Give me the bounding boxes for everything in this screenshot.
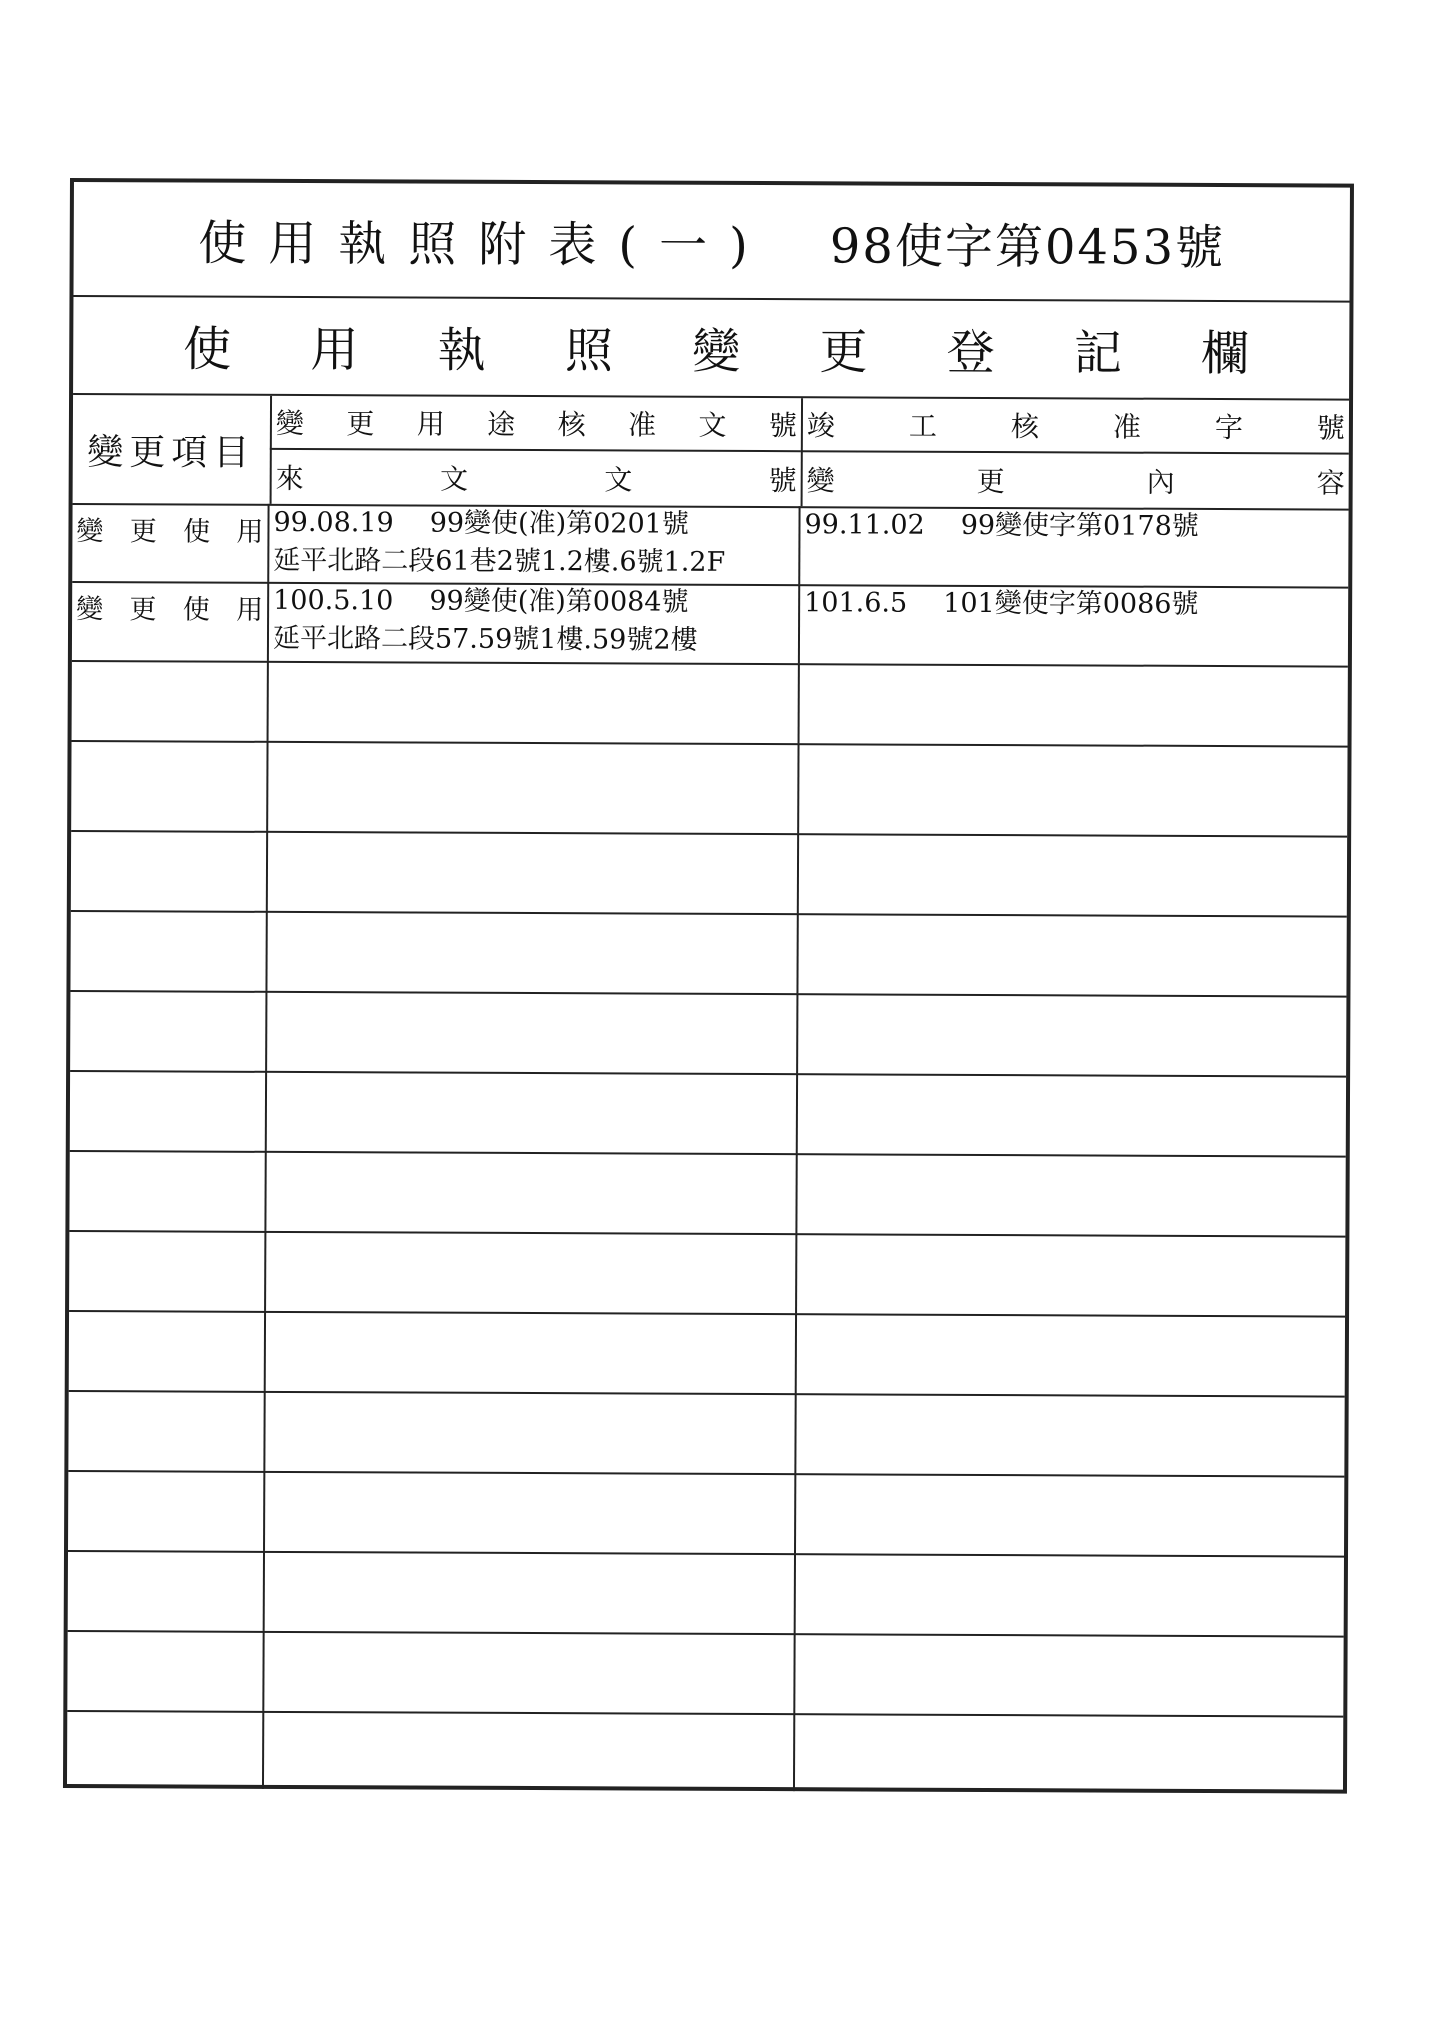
- empty-cell: [265, 1391, 796, 1473]
- change-item-cell: [72, 581, 269, 661]
- empty-row: [72, 660, 1348, 748]
- header-char: 來: [275, 461, 304, 496]
- header-char: 核: [557, 408, 586, 442]
- empty-cell: [268, 831, 799, 913]
- empty-cell: [72, 660, 269, 741]
- item-char: 使: [183, 516, 211, 548]
- header-incoming-doc-no: [270, 450, 801, 506]
- empty-row: [71, 830, 1347, 918]
- address-line: 延平北路二段57.59號1樓.59號2樓: [272, 622, 698, 656]
- empty-cell: [67, 1710, 264, 1789]
- license-number: 98使字第0453號: [829, 218, 1226, 277]
- empty-row: [69, 1150, 1345, 1238]
- empty-cell: [71, 740, 268, 831]
- header-completion-column: [801, 398, 1349, 508]
- section-heading-char: 變: [692, 323, 741, 380]
- empty-cell: [70, 910, 267, 991]
- header-char: 更: [976, 464, 1005, 499]
- change-item-label: [72, 581, 267, 627]
- empty-cell: [68, 1470, 265, 1551]
- table-row: [72, 581, 1348, 668]
- empty-cell: [267, 991, 798, 1073]
- empty-cell: [266, 1231, 797, 1313]
- empty-cell: [71, 830, 268, 911]
- section-heading-char: 照: [564, 322, 614, 379]
- header-char: 工: [908, 409, 937, 443]
- approval-doc-no: 99變使(准)第0084號: [429, 585, 689, 618]
- item-char: 使: [182, 594, 210, 626]
- table-body: [67, 503, 1349, 1790]
- header-char: 竣: [806, 409, 836, 443]
- empty-cell: [797, 1233, 1345, 1315]
- empty-cell: [267, 911, 798, 993]
- empty-row: [69, 1230, 1345, 1318]
- header-char: 更: [346, 407, 375, 441]
- section-heading-char: 用: [310, 321, 359, 378]
- empty-row: [70, 990, 1346, 1078]
- empty-cell: [69, 1230, 266, 1311]
- section-heading-char: 欄: [1200, 325, 1250, 382]
- empty-cell: [266, 1151, 797, 1233]
- empty-cell: [68, 1550, 265, 1631]
- table-row: [72, 503, 1348, 589]
- section-heading-char: 使: [183, 320, 232, 378]
- item-char: 變: [76, 594, 104, 626]
- empty-cell: [266, 1311, 797, 1393]
- address-line: 延平北路二段61巷2號1.2樓.6號1.2F: [273, 544, 726, 578]
- empty-row: [69, 1310, 1345, 1398]
- empty-cell: [797, 1313, 1345, 1395]
- header-char: 核: [1010, 410, 1039, 444]
- header-char: 用: [416, 407, 445, 441]
- header-char: 文: [439, 462, 469, 496]
- approval-date: 99.08.19: [273, 506, 394, 539]
- empty-cell: [797, 1153, 1345, 1235]
- header-char: 號: [1316, 411, 1345, 445]
- header-change-item: 變更項目: [73, 395, 272, 504]
- empty-cell: [269, 661, 800, 743]
- completion-cell: [800, 584, 1348, 665]
- section-heading-char: 記: [1073, 324, 1123, 382]
- completion-date: 101.6.5: [804, 587, 908, 619]
- header-char: 准: [627, 408, 657, 442]
- empty-cell: [798, 913, 1346, 995]
- empty-cell: [264, 1631, 795, 1713]
- completion-line: [800, 506, 1348, 546]
- section-heading-char: 更: [819, 323, 868, 380]
- empty-cell: [70, 990, 267, 1071]
- change-item-label: [72, 503, 267, 549]
- license-annex-form: [63, 178, 1354, 1794]
- approval-doc-no: 99變使(准)第0201號: [429, 507, 689, 540]
- empty-cell: [795, 1633, 1343, 1715]
- item-char: 變: [76, 516, 104, 548]
- empty-row: [70, 910, 1346, 998]
- empty-cell: [268, 741, 799, 833]
- header-char: 途: [487, 407, 516, 441]
- completion-date: 99.11.02: [804, 509, 925, 541]
- empty-row: [71, 740, 1347, 838]
- empty-cell: [69, 1310, 266, 1391]
- header-char: 文: [698, 408, 727, 442]
- empty-cell: [798, 1073, 1346, 1155]
- empty-cell: [796, 1393, 1344, 1475]
- empty-cell: [796, 1553, 1344, 1635]
- item-char: 更: [129, 516, 157, 548]
- completion-line: [800, 584, 1348, 624]
- empty-row: [70, 1070, 1346, 1158]
- empty-cell: [264, 1711, 795, 1791]
- empty-cell: [67, 1630, 264, 1711]
- header-char: 內: [1146, 465, 1175, 499]
- empty-row: [67, 1630, 1343, 1718]
- empty-cell: [70, 1070, 267, 1151]
- header-char: 准: [1112, 410, 1141, 444]
- empty-cell: [69, 1150, 266, 1231]
- section-heading: [73, 295, 1349, 401]
- empty-cell: [265, 1471, 796, 1553]
- empty-cell: [795, 1713, 1343, 1793]
- approval-cell: [269, 582, 800, 663]
- approval-cell: [269, 504, 800, 584]
- section-heading-char: 執: [437, 322, 486, 379]
- item-char: 用: [236, 516, 264, 548]
- form-title: 使用執照附表(一): [198, 215, 770, 275]
- table-header: [73, 395, 1349, 511]
- empty-row: [68, 1550, 1344, 1638]
- empty-cell: [265, 1551, 796, 1633]
- header-approval-doc-no: [270, 396, 801, 452]
- item-char: 更: [129, 594, 157, 626]
- empty-cell: [799, 833, 1347, 915]
- empty-cell: [796, 1473, 1344, 1555]
- item-char: 用: [236, 594, 264, 626]
- completion-no: 101變使字第0086號: [943, 587, 1199, 620]
- empty-row: [67, 1710, 1343, 1794]
- form-title-row: [73, 182, 1349, 303]
- empty-cell: [267, 1071, 798, 1153]
- header-completion-no: [801, 398, 1349, 454]
- header-change-content: [801, 452, 1349, 508]
- header-char: 文: [604, 463, 633, 497]
- empty-cell: [799, 743, 1347, 835]
- approval-date: 100.5.10: [273, 584, 394, 617]
- empty-cell: [68, 1390, 265, 1471]
- section-heading-char: 登: [946, 324, 995, 381]
- header-char: 變: [275, 406, 305, 441]
- approval-line: [269, 582, 798, 622]
- completion-no: 99變使字第0178號: [960, 509, 1199, 542]
- completion-cell: [800, 506, 1348, 586]
- header-char: 字: [1214, 410, 1243, 445]
- header-char: 變: [806, 464, 835, 498]
- empty-row: [68, 1390, 1344, 1478]
- empty-cell: [798, 993, 1346, 1075]
- header-char: 號: [768, 464, 797, 498]
- header-approval-column: [270, 396, 803, 506]
- empty-row: [68, 1470, 1344, 1558]
- header-char: 容: [1316, 466, 1345, 500]
- change-item-cell: [72, 503, 269, 582]
- empty-cell: [800, 663, 1348, 745]
- approval-line: [269, 504, 798, 544]
- header-char: 號: [768, 409, 797, 443]
